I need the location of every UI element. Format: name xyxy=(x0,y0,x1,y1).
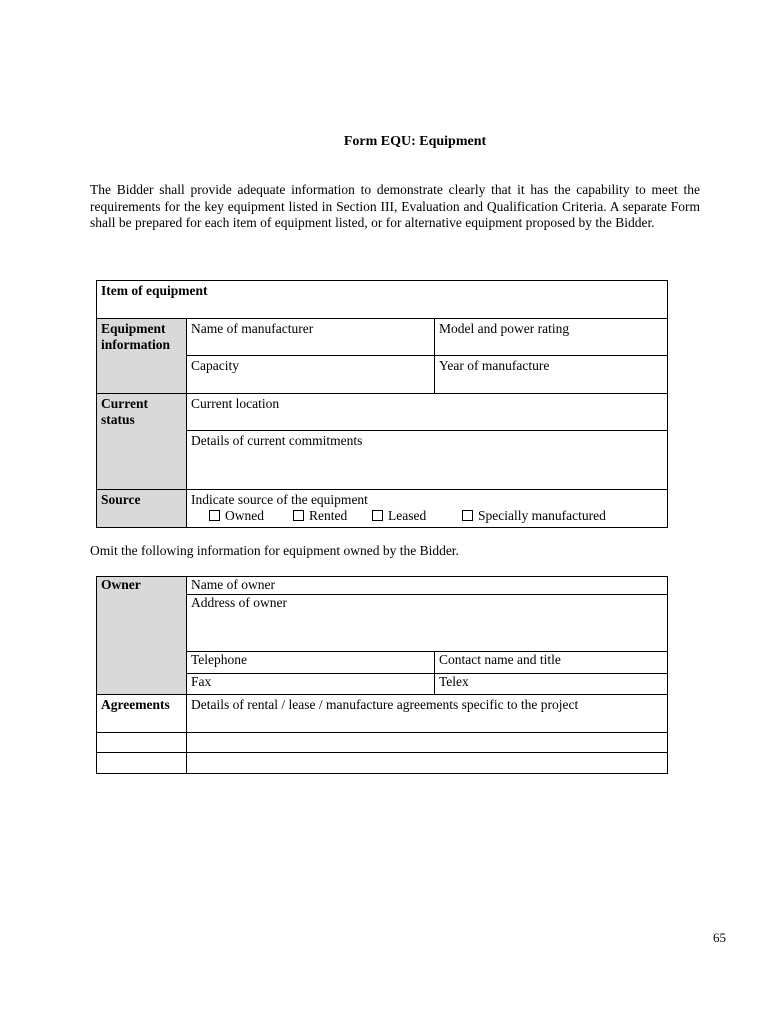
checkbox-icon[interactable] xyxy=(209,510,220,521)
owner-label: Owner xyxy=(97,577,187,695)
rented-option[interactable] xyxy=(293,508,372,524)
name-of-owner-field[interactable]: Name of owner xyxy=(187,577,668,595)
current-location-field[interactable]: Current location xyxy=(187,394,668,431)
current-commitments-field[interactable]: Details of current commitments xyxy=(187,431,668,490)
equipment-table xyxy=(96,280,668,528)
current-status-label: Current status xyxy=(97,394,187,490)
capacity-field[interactable]: Capacity xyxy=(187,356,435,394)
form-title: Form EQU: Equipment xyxy=(343,134,487,149)
checkbox-icon[interactable] xyxy=(293,510,304,521)
intro-paragraph: The Bidder shall provide adequate information to demonstrate clearly that it has the capability to meet the requirements for the key equipment listed in Section III, Evaluation and Qualification Criteria. A separate Form shall be prepared for each item of equipment listed, or for alternative equipment proposed by the Bidder. xyxy=(90,182,700,230)
indicate-source-text: Indicate source of the equipment xyxy=(191,492,368,507)
checkbox-icon[interactable] xyxy=(372,510,383,521)
source-label: Source xyxy=(97,490,187,528)
owner-table xyxy=(96,576,668,774)
agreements-line[interactable] xyxy=(187,733,668,753)
rented-label: Rented xyxy=(309,508,348,523)
agreements-details-field[interactable]: Details of rental / lease / manufacture agreements specific to the project xyxy=(187,695,668,733)
leased-label: Leased xyxy=(388,508,427,523)
telex-field[interactable]: Telex xyxy=(435,674,668,695)
owned-label: Owned xyxy=(225,508,264,523)
fax-field[interactable]: Fax xyxy=(187,674,435,695)
agreements-line[interactable] xyxy=(187,753,668,774)
agreements-label: Agreements xyxy=(97,695,187,733)
equipment-information-label: Equipment information xyxy=(97,319,187,394)
page-number: 65 xyxy=(713,930,726,945)
owned-option[interactable] xyxy=(209,508,293,524)
omit-note: Omit the following information for equipment owned by the Bidder. xyxy=(90,543,459,558)
address-of-owner-field[interactable]: Address of owner xyxy=(187,595,668,652)
leased-option[interactable] xyxy=(372,508,462,524)
item-of-equipment-label[interactable]: Item of equipment xyxy=(97,281,668,319)
specially-manufactured-option[interactable] xyxy=(462,508,606,524)
source-options xyxy=(191,508,663,524)
telephone-field[interactable]: Telephone xyxy=(187,652,435,674)
year-of-manufacture-field[interactable]: Year of manufacture xyxy=(435,356,668,394)
specially-manufactured-label: Specially manufactured xyxy=(478,508,606,523)
checkbox-icon[interactable] xyxy=(462,510,473,521)
name-of-manufacturer-field[interactable]: Name of manufacturer xyxy=(187,319,435,356)
contact-name-field[interactable]: Contact name and title xyxy=(435,652,668,674)
source-field xyxy=(187,490,668,528)
model-and-power-rating-field[interactable]: Model and power rating xyxy=(435,319,668,356)
agreements-blank-label xyxy=(97,753,187,774)
agreements-blank-label xyxy=(97,733,187,753)
